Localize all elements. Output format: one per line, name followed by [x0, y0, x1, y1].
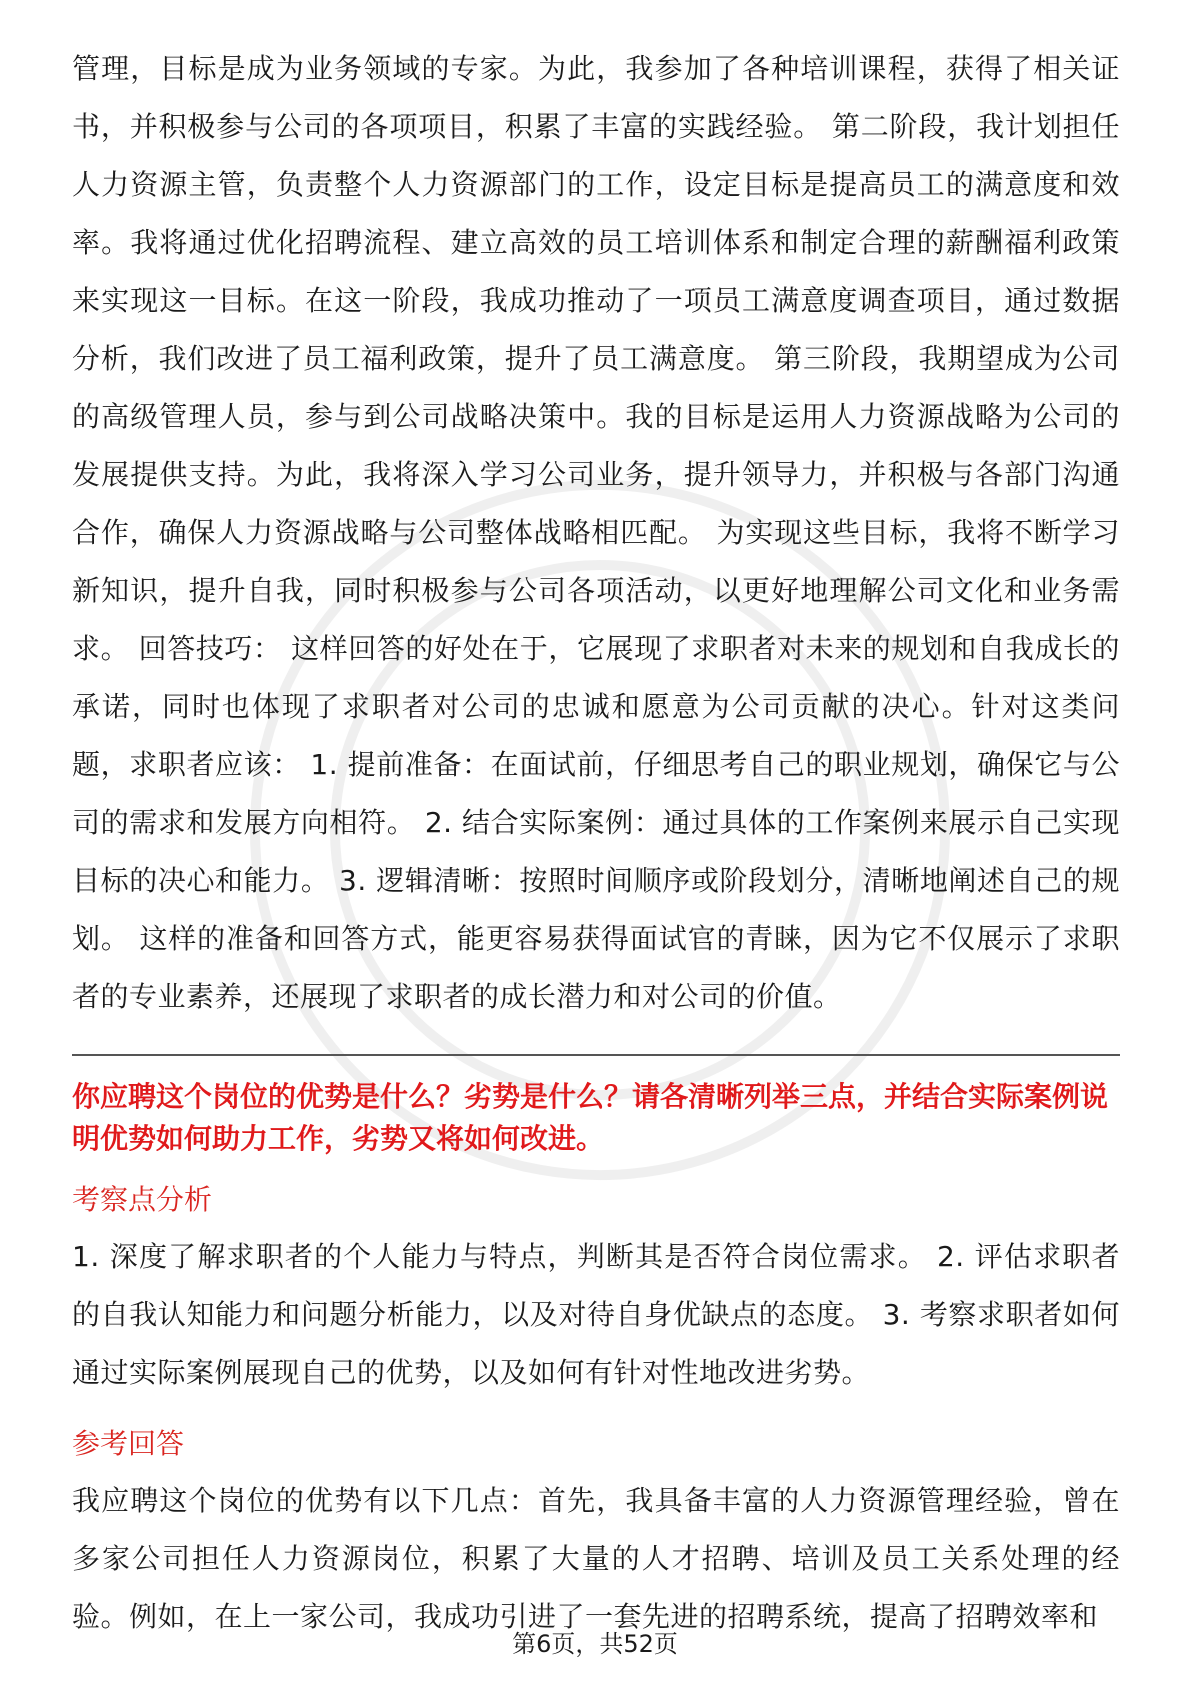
page-footer: 第6页，共52页	[512, 1630, 678, 1658]
analysis-paragraph: 1. 深度了解求职者的个人能力与特点，判断其是否符合岗位需求。 2. 评估求职者的自我认知能力和问题分析能力，以及对待自身优缺点的态度。 3. 考察求职者如何通过实际案例展现自己的优势，以及如何有针对性地改进劣势。	[72, 1240, 1120, 1389]
continuation-paragraph: 管理，目标是成为业务领域的专家。为此，我参加了各种培训课程，获得了相关证书，并积极参与公司的各项项目，积累了丰富的实践经验。 第二阶段，我计划担任人力资源主管，负责整个人力资源部门的工作，设定目标是提高员工的满意度和效率。我将通过优化招聘流程、建立高效的员工培训体系和制定合理的薪酬福利政策来实现这一目标。在这一阶段，我成功推动了一项员工满意度调查项目，通过数据分析，我们改进了员工福利政策，提升了员工满意度。 第三阶段，我期望成为公司的高级管理人员，参与到公司战略决策中。我的目标是运用人力资源战略为公司的发展提供支持。为此，我将深入学习公司业务，提升领导力，并积极与各部门沟通合作，确保人力资源战略与公司整体战略相匹配。 为实现这些目标，我将不断学习新知识，提升自我，同时积极参与公司各项活动，以更好地理解公司文化和业务需求。 回答技巧： 这样回答的好处在于，它展现了求职者对未来的规划和自我成长的承诺，同时也体现了求职者对公司的忠诚和愿意为公司贡献的决心。针对这类问题，求职者应该： 1. 提前准备：在面试前，仔细思考自己的职业规划，确保它与公司的需求和发展方向相符。 2. 结合实际案例：通过具体的工作案例来展示自己实现目标的决心和能力。 3. 逻辑清晰：按照时间顺序或阶段划分，清晰地阐述自己的规划。 这样的准备和回答方式，能更容易获得面试官的青睐，因为它不仅展示了求职者的专业素养，还展现了求职者的成长潜力和对公司的价值。	[72, 52, 1120, 1013]
analysis-title: 考察点分析	[72, 1183, 213, 1216]
section-divider	[72, 1054, 1120, 1056]
document-page	[72, 40, 1120, 1633]
answer-paragraph: 我应聘这个岗位的优势有以下几点：首先，我具备丰富的人力资源管理经验，曾在多家公司担任人力资源岗位，积累了大量的人才招聘、培训及员工关系处理的经验。例如，在上一家公司，我成功引进了一套先进的招聘系统，提高了招聘效率和	[72, 1484, 1120, 1633]
question-heading: 你应聘这个岗位的优势是什么？劣势是什么？请各清晰列举三点，并结合实际案例说明优势如何助力工作，劣势又将如何改进。	[72, 1080, 1109, 1155]
answer-title: 参考回答	[72, 1427, 185, 1460]
